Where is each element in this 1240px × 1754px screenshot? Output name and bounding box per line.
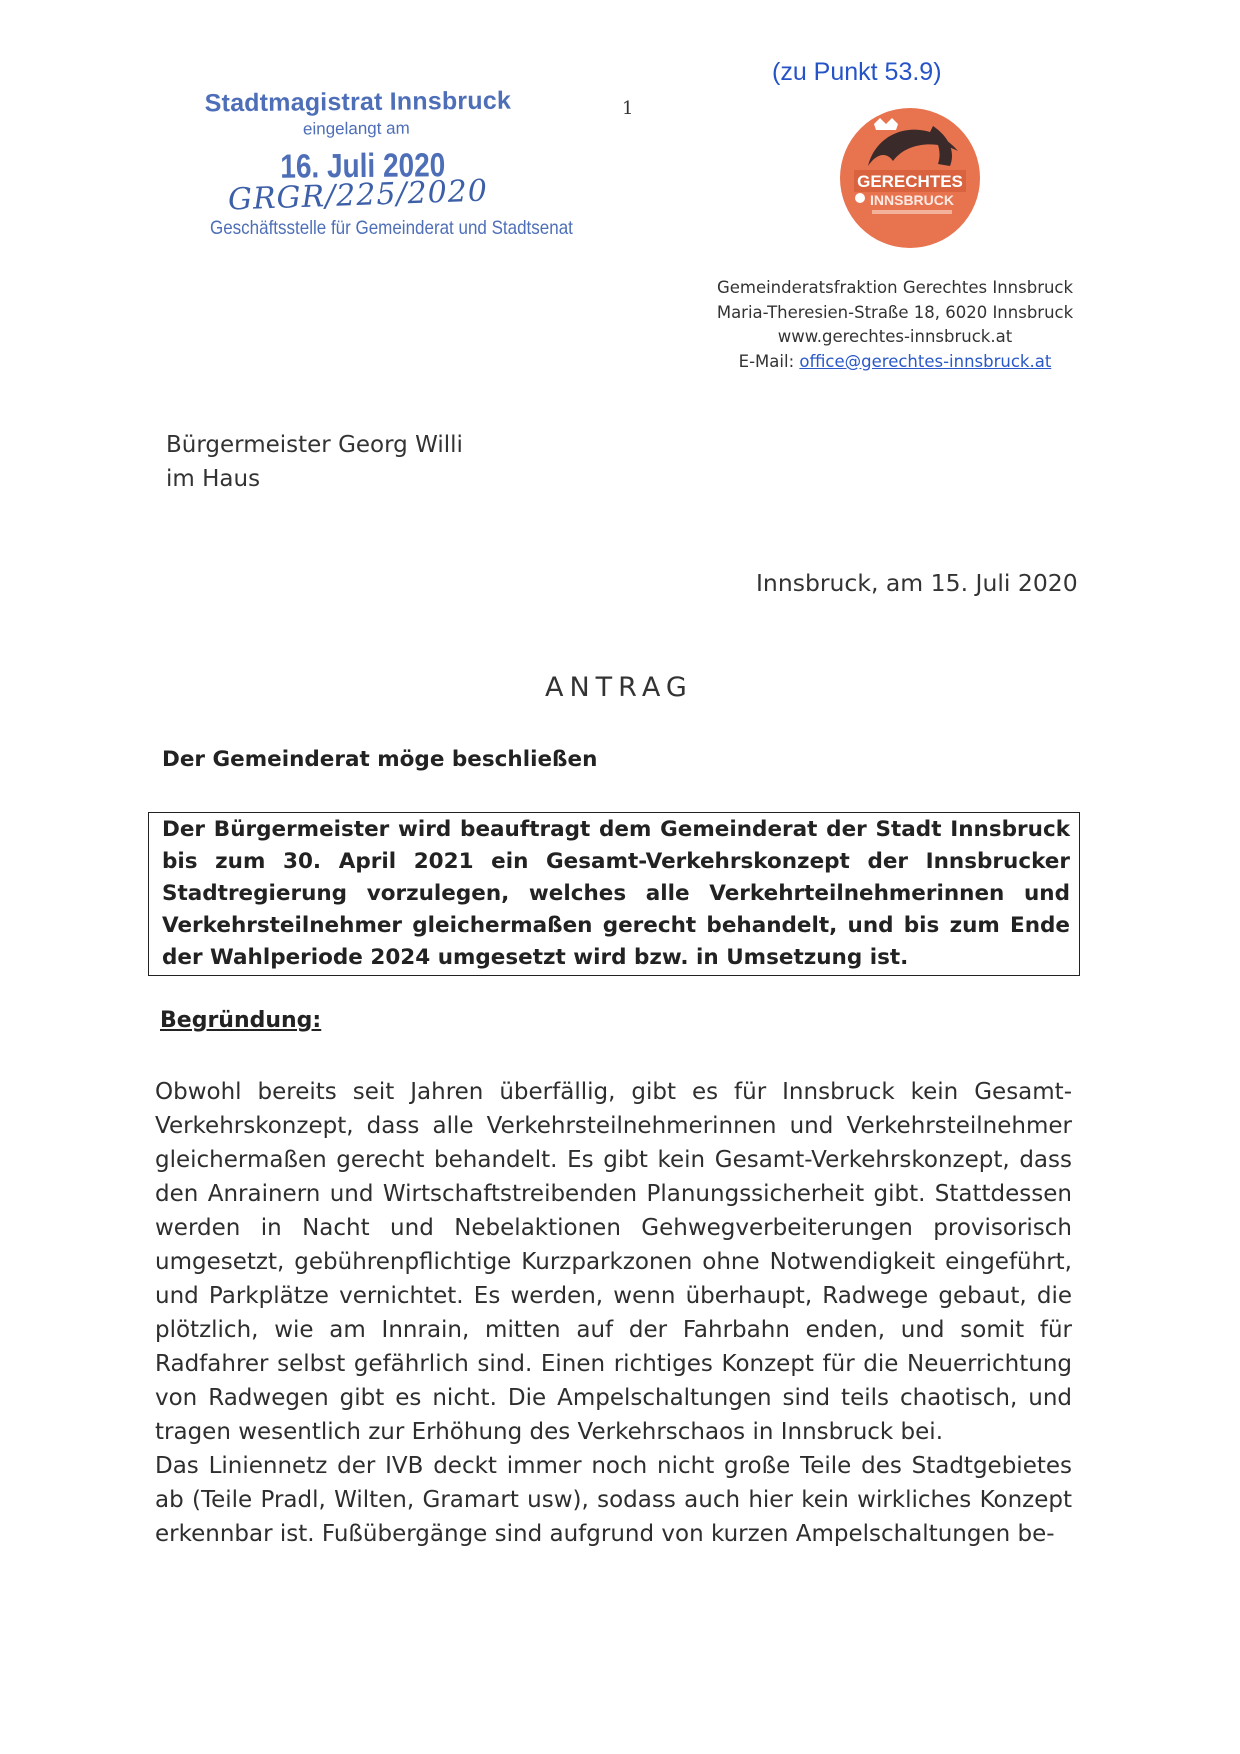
stamp-department: Geschäftsstelle für Gemeinderat und Stadtsenat bbox=[210, 216, 573, 239]
stamp-office: Stadtmagistrat Innsbruck bbox=[204, 86, 512, 118]
stamp-reference: GRGR/225/2020 bbox=[227, 173, 489, 218]
recipient-name: Bürgermeister Georg Willi bbox=[166, 432, 463, 458]
sender-address: Maria-Theresien-Straße 18, 6020 Innsbruck bbox=[716, 302, 1074, 322]
sender-website[interactable]: www.gerechtes-innsbruck.at bbox=[777, 327, 1013, 346]
sender-block bbox=[690, 276, 1100, 374]
reasoning-heading: Begründung: bbox=[160, 1008, 322, 1033]
reasoning-paragraph-1: Obwohl bereits seit Jahren überfällig, gibt es für Innsbruck kein Gesamt-Verkehrskonzept, dass alle Verkehrsteilnehmerinnen und Verkehrsteilnehmer gleichermaßen gerecht behandelt. Es gibt kein Gesamt-Verkehrskonzept, dass den Anrainern und Wirtschaftstreibenden Planungssicherheit gibt. Stattdessen werden in Nacht und Nebelaktionen Gehwegverbeiterungen provisorisch umgesetzt, gebührenpflichtige Kurzparkzonen ohne Notwendigkeit eingeführt, und Parkplätze vernichtet. Es werden, wenn überhaupt, Radwege gebaut, die plötzlich, wie am Innrain, mitten auf der Fahrbahn enden, und somit für Radfahrer selbst gefährlich sind. Einen richtiges Konzept für die Neuerrichtung von Radwegen gibt es nicht. Die Ampelschaltungen sind teils chaotisch, und tragen wesentlich zur Erhöhung des Verkehrschaos in Innsbruck bei. bbox=[155, 1079, 1072, 1445]
logo-line1: GERECHTES bbox=[857, 172, 963, 191]
document-title: ANTRAG bbox=[545, 672, 693, 703]
email-link[interactable]: office@gerechtes-innsbruck.at bbox=[799, 351, 1052, 371]
sender-faction: Gemeinderatsfraktion Gerechtes Innsbruck bbox=[716, 278, 1074, 297]
recipient-location: im Haus bbox=[166, 466, 261, 492]
received-stamp bbox=[204, 86, 516, 185]
motion-text: Der Bürgermeister wird beauftragt dem Gemeinderat der Stadt Innsbruck bis zum 30. April 2021 ein Gesamt-Verkehrskonzept der Innsbrucker Stadtregierung vorzulegen, welches alle Verkehrteilnehmerinnen und Verkehrsteilnehmer gleichermaßen gerecht behandelt, und bis zum Ende der Wahlperiode 2024 umgesetzt wird bzw. in Umsetzung ist. bbox=[162, 817, 1070, 970]
agenda-reference: (zu Punkt 53.9) bbox=[772, 58, 942, 86]
stamp-received-label: eingelangt am bbox=[302, 118, 410, 139]
party-logo bbox=[838, 106, 982, 250]
logo-line2: INNSBRUCK bbox=[870, 192, 954, 208]
motion-intro: Der Gemeinderat möge beschließen bbox=[162, 747, 598, 772]
date-line: Innsbruck, am 15. Juli 2020 bbox=[756, 569, 1078, 597]
stamp-date: 16. Juli 2020 bbox=[280, 146, 446, 185]
reasoning-body bbox=[155, 1075, 1072, 1551]
page-number: 1 bbox=[622, 98, 634, 119]
recipient-block bbox=[166, 428, 463, 496]
sender-email-line bbox=[690, 350, 1100, 375]
email-label: E-Mail: bbox=[738, 351, 800, 371]
reasoning-paragraph-2: Das Liniennetz der IVB deckt immer noch nicht große Teile des Stadtgebietes ab (Teile Pradl, Wilten, Gramart usw), sodass auch hier kein wirkliches Konzept erkennbar ist. Fußübergänge sind aufgrund von kurzen Ampelschaltungen be- bbox=[155, 1453, 1072, 1547]
